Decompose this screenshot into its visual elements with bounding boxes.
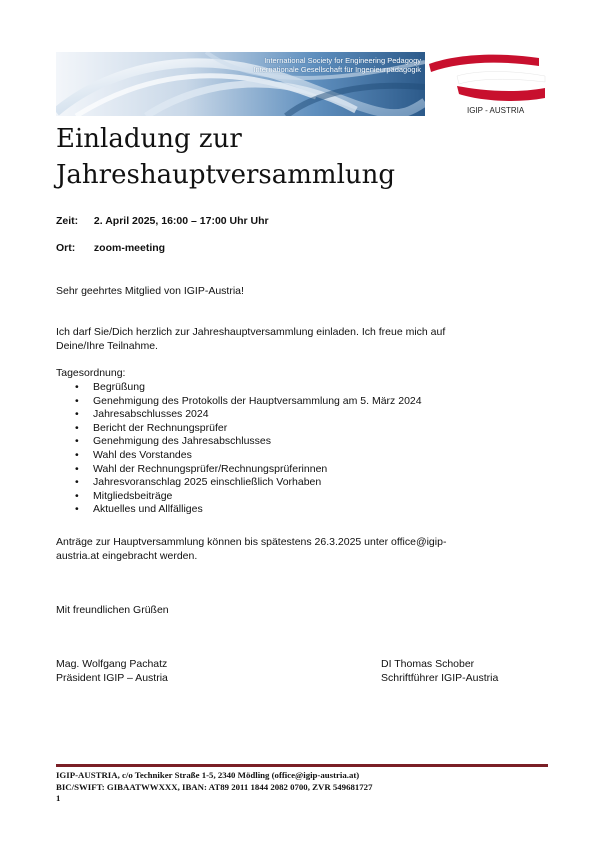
banner-line-1: International Society for Engineering Pedagogy	[264, 56, 421, 65]
agenda-item: • Mitgliedsbeiträge	[75, 489, 173, 502]
bullet-icon: •	[75, 381, 79, 393]
place-value: zoom-meeting	[93, 242, 166, 254]
page-number: 1	[56, 793, 61, 803]
proposals-line-1: Anträge zur Hauptversammlung können bis spätestens 26.3.2025 unter office@igip-	[56, 536, 447, 548]
footer	[56, 770, 548, 805]
agenda-list	[56, 381, 422, 517]
header-banner-image	[56, 52, 425, 116]
signature-right-role: Schriftführer IGIP-Austria	[381, 671, 499, 684]
bullet-icon: •	[75, 448, 79, 461]
title-line-2: Jahreshauptversammlung	[56, 160, 396, 190]
bullet-icon: •	[75, 462, 79, 475]
footer-address: IGIP-AUSTRIA, c/o Techniker Straße 1-5, 2340 Mödling (office@igip-austria.at)	[56, 770, 360, 780]
greeting: Sehr geehrtes Mitglied von IGIP-Austria!	[56, 285, 244, 297]
meeting-place-row	[56, 242, 165, 254]
proposals-line-2: austria.at eingebracht werden.	[56, 550, 198, 562]
bullet-icon: •	[75, 489, 79, 502]
bullet-icon: •	[75, 394, 79, 407]
title-line-1: Einladung zur	[56, 124, 242, 154]
signature-left-role: Präsident IGIP – Austria	[56, 671, 168, 684]
invitation-line-2: Deine/Ihre Teilnahme.	[56, 340, 158, 352]
signature-right-name: DI Thomas Schober	[381, 658, 475, 670]
agenda-item: • Begrüßung	[75, 381, 145, 393]
bullet-icon: •	[75, 476, 79, 489]
meeting-time-row	[56, 215, 269, 227]
agenda-item: • Aktuelles und Allfälliges	[75, 503, 203, 516]
bullet-icon: •	[75, 503, 79, 516]
bullet-icon: •	[75, 408, 79, 421]
agenda-item: • Wahl des Vorstandes	[75, 448, 192, 461]
agenda-heading: Tagesordnung:	[56, 367, 126, 379]
signature-left-name: Mag. Wolfgang Pachatz	[56, 658, 168, 670]
logo-caption: IGIP - AUSTRIA	[467, 106, 525, 115]
footer-bank-details: BIC/SWIFT: GIBAATWWXXX, IBAN: AT89 2011 1844 2082 0700, ZVR 549681727	[56, 781, 373, 792]
bullet-icon: •	[75, 421, 79, 434]
time-label: Zeit:	[56, 215, 79, 227]
page-title	[56, 121, 536, 193]
place-label: Ort:	[56, 242, 76, 254]
closing: Mit freundlichen Grüßen	[56, 604, 169, 616]
banner-text	[253, 56, 421, 74]
invitation-line-1: Ich darf Sie/Dich herzlich zur Jahreshauptversammlung einladen. Ich freue mich auf	[56, 326, 446, 338]
agenda-item: • Wahl der Rechnungsprüfer/Rechnungsprüferinnen	[75, 462, 328, 475]
invitation-paragraph	[56, 325, 536, 353]
agenda-item: • Jahresvoranschlag 2025 einschließlich Vorhaben	[75, 476, 322, 489]
proposals-paragraph	[56, 535, 536, 563]
banner-line-2: Internationale Gesellschaft für Ingenieurpädagogik	[253, 65, 421, 74]
signature-right	[381, 658, 498, 685]
agenda-item: • Jahresabschlusses 2024	[75, 408, 209, 421]
bullet-icon: •	[75, 435, 79, 448]
agenda-item: • Genehmigung des Protokolls der Hauptversammlung am 5. März 2024	[75, 394, 422, 407]
footer-divider	[56, 764, 548, 767]
agenda-item: • Genehmigung des Jahresabschlusses	[75, 435, 272, 448]
time-value: 2. April 2025, 16:00 – 17:00 Uhr Uhr	[93, 215, 269, 227]
signature-left	[56, 658, 168, 685]
agenda-item: • Bericht der Rechnungsprüfer	[75, 421, 228, 434]
